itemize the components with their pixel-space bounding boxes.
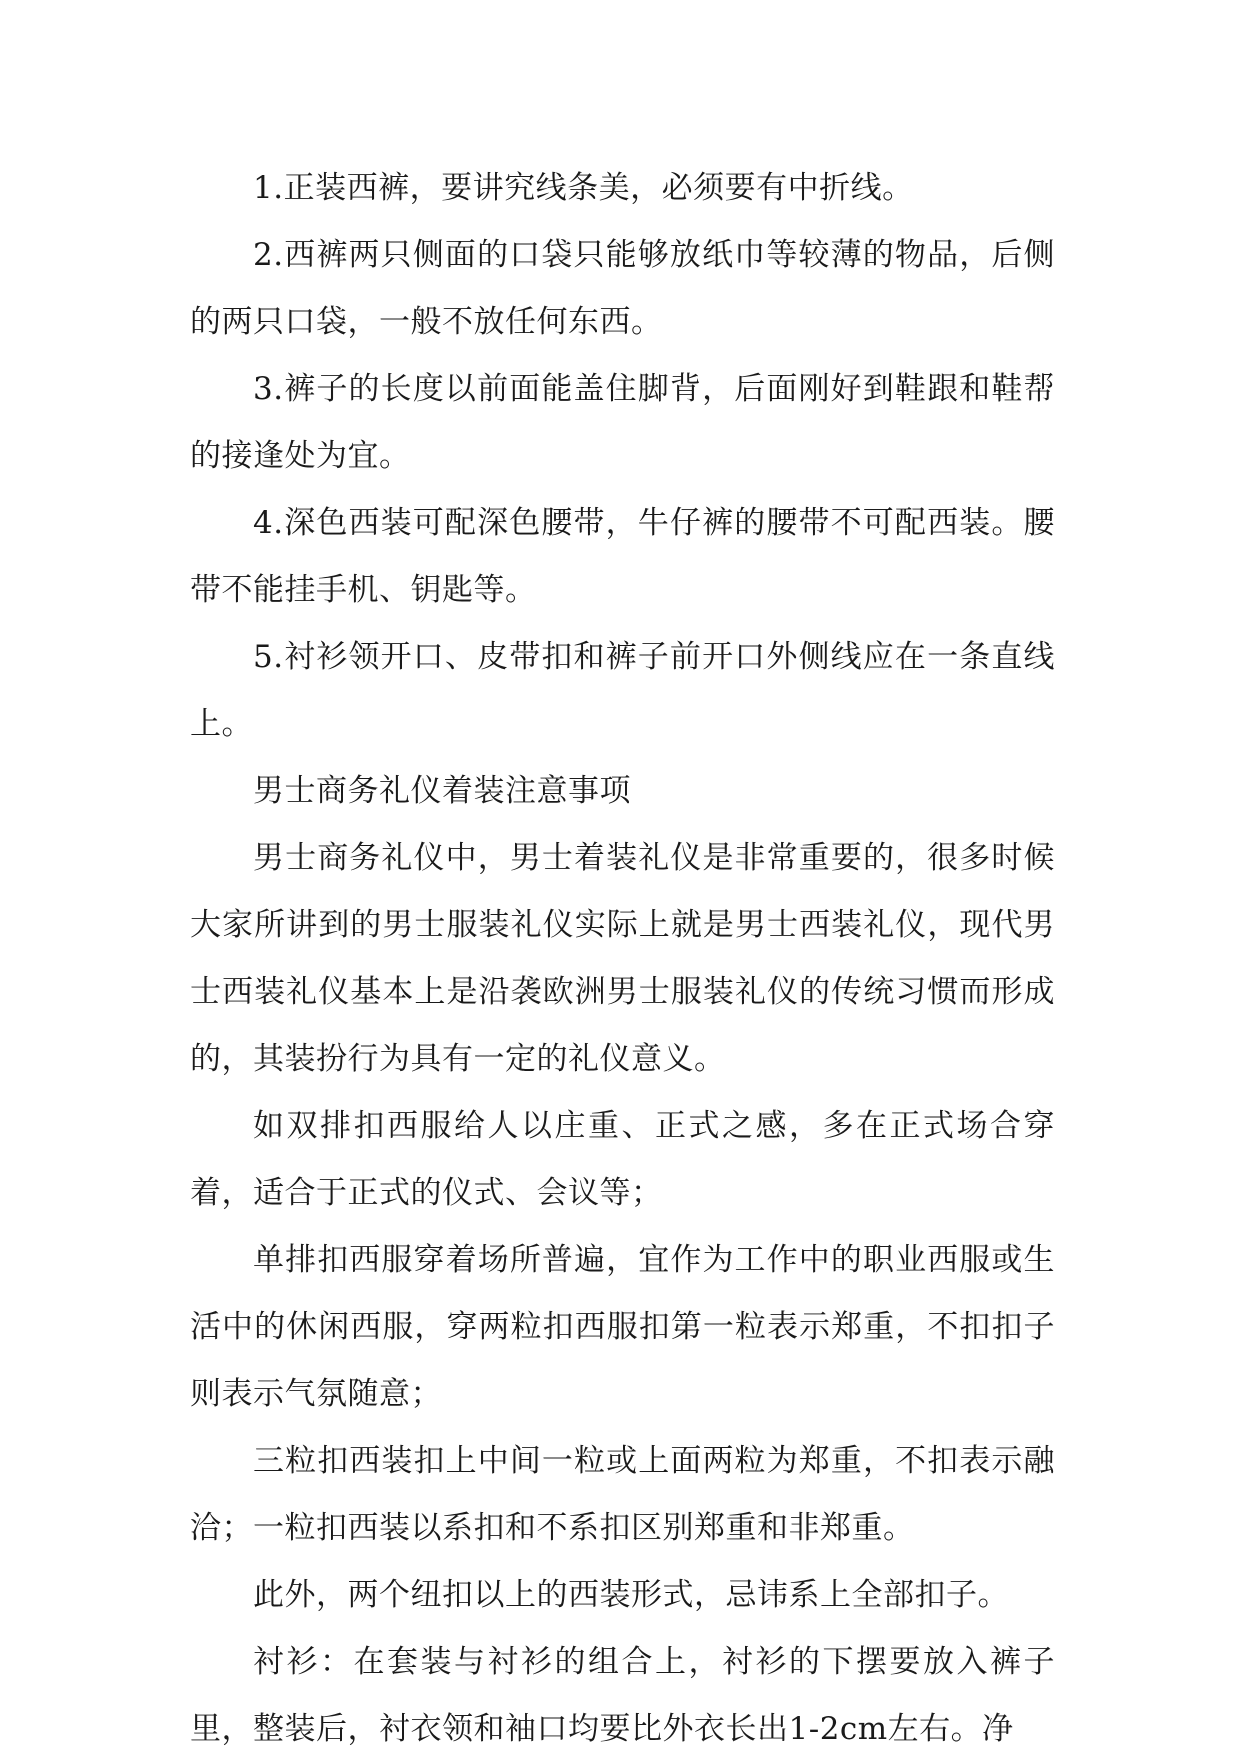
paragraph-single-breasted: 单排扣西服穿着场所普遍，宜作为工作中的职业西服或生活中的休闲西服，穿两粒扣西服扣第一粒表示郑重，不扣扣子则表示气氛随意； xyxy=(190,1242,1055,1412)
document-body xyxy=(190,155,1055,1763)
paragraph-trouser-length: 3.裤子的长度以前面能盖住脚背，后面刚好到鞋跟和鞋帮的接逢处为宜。 xyxy=(190,371,1055,474)
paragraph-double-breasted: 如双排扣西服给人以庄重、正式之感，多在正式场合穿着，适合于正式的仪式、会议等； xyxy=(190,1108,1055,1211)
paragraph-alignment: 5.衬衫领开口、皮带扣和裤子前开口外侧线应在一条直线上。 xyxy=(190,639,1055,742)
paragraph-three-button: 三粒扣西装扣上中间一粒或上面两粒为郑重，不扣表示融洽；一粒扣西装以系扣和不系扣区别郑重和非郑重。 xyxy=(190,1443,1055,1546)
paragraph-shirt: 衬衫：在套装与衬衫的组合上，衬衫的下摆要放入裤子里，整装后，衬衣领和袖口均要比外衣长出1-2cm左右。净 xyxy=(190,1644,1055,1747)
section-heading: 男士商务礼仪着装注意事项 xyxy=(253,773,631,809)
paragraph-buttons-taboo: 此外，两个纽扣以上的西装形式，忌讳系上全部扣子。 xyxy=(253,1577,1009,1613)
paragraph-intro: 男士商务礼仪中，男士着装礼仪是非常重要的，很多时候大家所讲到的男士服装礼仪实际上就是男士西装礼仪，现代男士西装礼仪基本上是沿袭欧洲男士服装礼仪的传统习惯而形成的，其装扮行为具有一定的礼仪意义。 xyxy=(190,840,1055,1077)
paragraph-belt: 4.深色西装可配深色腰带，牛仔裤的腰带不可配西装。腰带不能挂手机、钥匙等。 xyxy=(190,505,1055,608)
paragraph-trouser-crease: 1.正装西裤，要讲究线条美，必须要有中折线。 xyxy=(253,170,914,206)
paragraph-trouser-pockets: 2.西裤两只侧面的口袋只能够放纸巾等较薄的物品，后侧的两只口袋，一般不放任何东西。 xyxy=(190,237,1055,340)
